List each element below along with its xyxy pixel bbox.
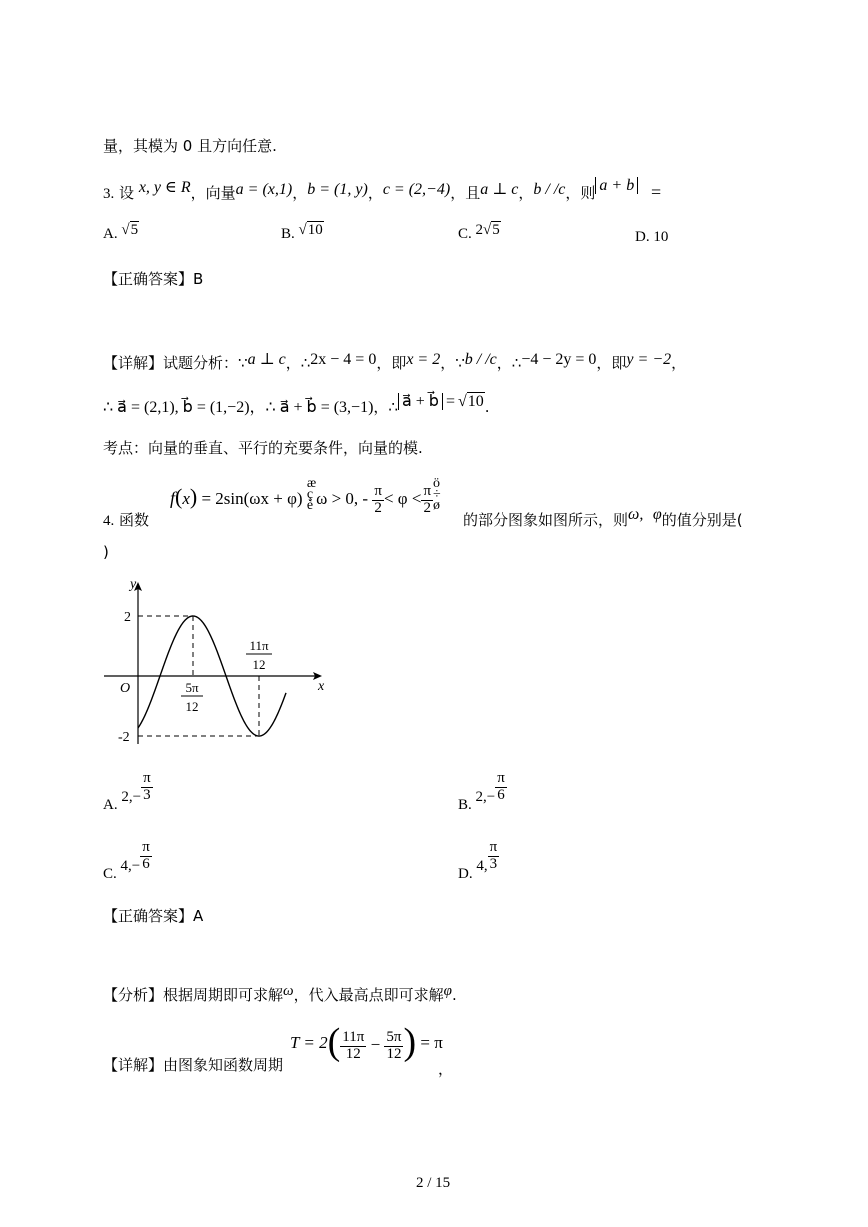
denominator: 6: [142, 855, 150, 872]
q3-option-c[interactable]: [458, 222, 501, 243]
numerator: π: [423, 483, 432, 499]
q3-abs-expr: a + b: [595, 177, 638, 194]
origin-label: O: [120, 681, 131, 696]
vectors-def: ∴ a⃗ = (2,1), b⃗ = (1,−2): [103, 399, 250, 416]
lead: 4,: [476, 857, 488, 874]
sqrt: √5: [483, 222, 500, 238]
omega-symbol: ω,: [628, 506, 644, 523]
numerator: π: [142, 839, 150, 855]
detail-eq4: y = −2: [626, 351, 672, 368]
q3-kaodian: 考点：向量的垂直、平行的充要条件，向量的模.: [103, 439, 423, 457]
option-label: C.: [458, 226, 472, 242]
numerator: π: [143, 770, 151, 786]
detail-eq3: −4 − 2y = 0: [521, 351, 597, 368]
equals: =: [445, 393, 455, 410]
analysis-text-mid: ，代入最高点即可求解: [293, 986, 444, 1004]
sqrt: √5: [121, 222, 139, 238]
garble-char: ö: [433, 476, 441, 491]
fraction: [488, 840, 500, 873]
T-result: = π: [420, 1032, 443, 1052]
q3-stem: 3. 设 x, y ∈ R，向量a = (x,1)，b = (1, y)，c = (2,−4)，且a ⊥ c，b / /c，则 a + b =: [103, 177, 662, 202]
q4-detail: 【详解】由图象知函数周期: [103, 1056, 284, 1074]
formula-x: x: [182, 489, 190, 509]
option-label: A.: [103, 797, 118, 813]
q4-text-2: 的部分图象如图所示，则: [463, 511, 629, 529]
T-frac-1: [340, 1030, 366, 1063]
q3-number: 3.: [103, 186, 115, 202]
garble-char: ÷: [433, 487, 441, 502]
omega-symbol: ω: [283, 983, 294, 999]
q3-vector-a: a = (x,1): [235, 181, 293, 198]
option-label: D.: [635, 229, 650, 245]
denominator: 2: [374, 499, 382, 516]
fraction: [495, 771, 507, 804]
q4-number: 4.: [103, 513, 115, 529]
q4-option-b[interactable]: [458, 770, 507, 813]
q4-answer: 【正确答案】A: [103, 907, 204, 925]
q3-vector-c: c = (2,−4): [382, 181, 451, 198]
radicand: 10: [467, 393, 484, 410]
q4-close-paren: ): [103, 543, 109, 561]
minus: −: [370, 1034, 381, 1054]
q3-text-1: 设: [119, 184, 135, 202]
period: .: [484, 398, 490, 416]
option-label: D.: [458, 866, 473, 882]
detail-eq2: x = 2: [406, 351, 441, 368]
denominator: 12: [386, 1045, 402, 1062]
q4-period-formula: T = 2( $\frac{11\pi}{12}$ − $\frac{5\pi}{12}$ ) = π: [290, 1021, 443, 1063]
formula-f: f: [170, 488, 176, 509]
q3-detail-line-2: [103, 394, 490, 417]
x1-numerator: 5π: [185, 680, 199, 695]
garble-char: è: [306, 498, 314, 513]
period: .: [451, 986, 457, 1004]
coef: 2: [475, 222, 484, 238]
q3-vars: x, y ∈ R: [138, 179, 191, 196]
q4-number-line: [103, 509, 149, 530]
denominator: 2: [423, 499, 431, 516]
page-number: 2 / 15: [416, 1175, 451, 1191]
q3-option-a[interactable]: [103, 222, 139, 243]
q3-text-4: ，则: [565, 184, 596, 202]
option-label: B.: [458, 797, 472, 813]
radicand: 5: [492, 222, 500, 238]
radicand: 5: [130, 222, 139, 238]
detail-eq1: 2x − 4 = 0: [310, 351, 377, 368]
detail-sep: ，∵: [440, 354, 465, 372]
phi-symbol: φ: [443, 983, 452, 999]
denominator: 12: [345, 1045, 361, 1062]
vectors-sum: ，∴ a⃗ + b⃗ = (3,−1): [249, 399, 374, 416]
detail-sep: ，即: [376, 354, 407, 372]
q4-period-end: ，: [438, 1060, 454, 1078]
q3-detail-line-1: [103, 352, 686, 373]
denominator: 6: [497, 786, 505, 803]
detail-sep: ，∴: [285, 354, 311, 372]
lead: 4,−: [120, 857, 141, 874]
T-lead: T = 2: [290, 1032, 328, 1052]
detail-sep: ，: [671, 354, 687, 372]
q3-answer: 【正确答案】B: [103, 270, 204, 288]
option-label: B.: [281, 226, 295, 242]
option-value: [476, 840, 499, 873]
q4-stem-tail: [463, 506, 743, 530]
fraction: [141, 771, 153, 804]
option-value: [476, 771, 507, 804]
fraction: [140, 840, 152, 873]
numerator: π: [489, 839, 498, 855]
option-value: [121, 840, 152, 873]
q3-parallel: b / /c: [533, 181, 566, 198]
x1-denominator: 12: [185, 699, 199, 714]
option-value: 10: [653, 229, 669, 245]
q4-formula: f(x) = 2sin(ωx + φ) æ ç è ω > 0, - $\frac{\pi}{2}$ < φ < $\frac{\pi}{2}$ ö ÷ ø: [170, 476, 441, 516]
x2-numerator: 11π: [249, 638, 269, 653]
formula-mid: = 2sin(ωx + φ): [201, 489, 303, 509]
detail-sep: ，即: [596, 354, 627, 372]
y-axis-label: y: [130, 577, 137, 592]
q3-equals: =: [650, 182, 662, 202]
garble-left: [307, 478, 316, 511]
pi-over-2: [421, 484, 433, 517]
q3-vector-b: b = (1, y): [307, 181, 368, 198]
q4-option-d[interactable]: [458, 839, 499, 882]
detail-label: 【详解】: [103, 354, 164, 372]
q3-option-b[interactable]: [281, 222, 324, 243]
numerator: 5π: [386, 1028, 402, 1045]
denominator: 3: [143, 786, 151, 803]
numerator: π: [374, 483, 382, 499]
y-min-label: -2: [118, 730, 130, 745]
detail-perp: a ⊥ c: [247, 351, 286, 368]
option-value: [121, 771, 152, 804]
option-label: C.: [103, 866, 117, 882]
formula-lt: < φ <: [383, 489, 422, 509]
garble-char: æ: [306, 476, 317, 491]
y-max-label: 2: [124, 610, 131, 625]
analysis-text: 【分析】根据周期即可求解: [103, 986, 284, 1004]
detail-parallel: b / /c: [464, 351, 497, 368]
q3-text-2: ，向量: [190, 184, 236, 202]
q4-option-a[interactable]: [103, 770, 153, 813]
x2-denominator: 12: [252, 657, 266, 672]
detail-text-1: 试题分析：∵: [163, 354, 248, 372]
garble-char: ç: [306, 487, 314, 502]
option-label: A.: [103, 226, 118, 242]
lead: 2,−: [121, 788, 142, 805]
numerator: π: [497, 770, 505, 786]
q4-analysis: [103, 984, 457, 1005]
q3-option-d[interactable]: [635, 229, 668, 246]
continuation-text: 量，其模为 0 且方向任意.: [103, 137, 277, 155]
neg-pi-over-2: [372, 484, 384, 517]
detail-sep: ，∴: [373, 398, 398, 416]
numerator: 11π: [342, 1028, 365, 1045]
x-axis-label: x: [318, 679, 325, 694]
q3-perp: a ⊥ c: [480, 181, 519, 198]
sqrt: √10: [457, 393, 484, 410]
q4-text-1: 函数: [119, 511, 150, 529]
formula-cond: ω > 0, -: [316, 489, 369, 509]
detail-sep: ，∴: [496, 354, 522, 372]
q4-text-3: 的值分别是(: [661, 511, 743, 529]
q4-option-c[interactable]: [103, 839, 152, 882]
phi-symbol: φ: [652, 506, 662, 523]
q3-text-3: ，且: [450, 184, 481, 202]
garble-char: ø: [433, 498, 441, 513]
T-frac-2: [384, 1030, 403, 1063]
sqrt: √10: [298, 222, 323, 238]
radicand: 10: [307, 222, 323, 238]
sine-graph: [100, 572, 340, 752]
garble-right: [433, 478, 441, 511]
abs-sum: a⃗ + b⃗: [398, 393, 443, 410]
denominator: 3: [489, 855, 498, 872]
lead: 2,−: [475, 788, 496, 805]
